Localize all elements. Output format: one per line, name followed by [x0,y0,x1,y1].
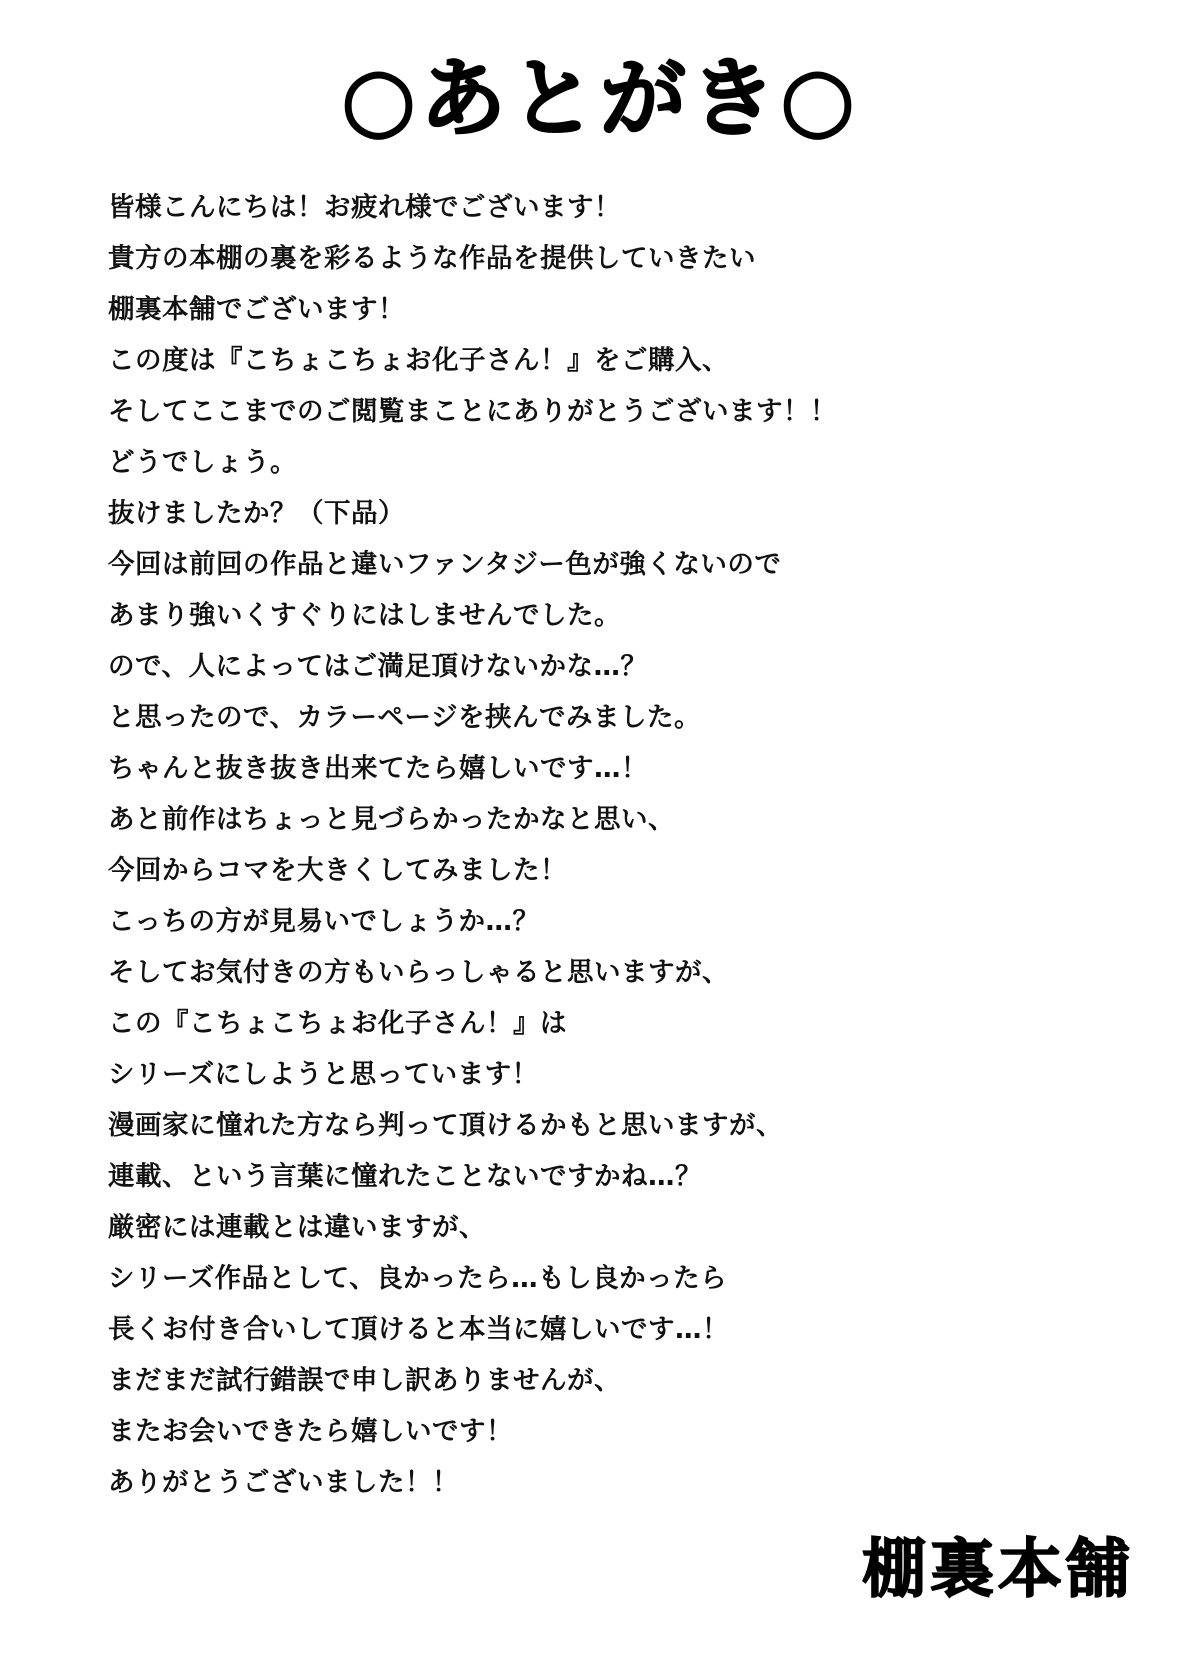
body-line: 抜けましたか？（下品） [108,497,405,529]
body-line: 棚裏本舗でございます！ [108,293,405,325]
body-line: ちゃんと抜き抜き出来てたら嬉しいです…！ [108,752,648,784]
body-line: と思ったので、カラーページを挟んでみました。 [108,701,701,733]
body-line: またお会いできたら嬉しいです！ [108,1415,513,1447]
body-line: 長くお付き合いして頂けると本当に嬉しいです…！ [108,1313,729,1345]
body-line: そしてお気付きの方もいらっしゃると思いますが、 [108,956,729,988]
body-line: そしてここまでのご閲覧まことにありがとうございます！！ [108,395,837,427]
body-line: 皆様こんにちは！お疲れ様でございます！ [108,191,621,223]
body-line: ありがとうございました！！ [108,1466,459,1498]
body-line: 厳密には連載とは違いますが、 [108,1211,486,1243]
body-line: あと前作はちょっと見づらかったかなと思い、 [108,803,675,835]
page-title: ○あとがき○ [340,49,860,149]
body-line: シリーズにしようと思っています！ [108,1058,539,1090]
publisher-signature: 棚裏本舗 [862,1532,1134,1607]
body-line: 連載、という言葉に憧れたことないですかね…？ [108,1160,702,1192]
body-line: 貴方の本棚の裏を彩るような作品を提供していきたい [108,242,756,274]
body-line: 今回は前回の作品と違いファンタジー色が強くないので [108,548,782,580]
body-line: 今回からコマを大きくしてみました！ [108,854,567,886]
body-line: あまり強いくすぐりにはしませんでした。 [108,599,621,631]
body-line: ので、人によってはご満足頂けないかな…？ [108,650,648,682]
body-line: 漫画家に憧れた方なら判って頂けるかもと思いますが、 [108,1109,783,1141]
afterword-body [0,147,1200,1497]
body-line: シリーズ作品として、良かったら…もし良かったら [108,1262,728,1294]
body-line: こっちの方が見易いでしょうか…？ [108,905,540,937]
body-line: まだまだ試行錯誤で申し訳ありませんが、 [108,1364,621,1396]
body-line: この度は『こちょこちょお化子さん！』をご購入、 [108,344,729,376]
body-line: この『こちょこちょお化子さん！』は [108,1007,567,1039]
body-line: どうでしょう。 [108,446,297,478]
